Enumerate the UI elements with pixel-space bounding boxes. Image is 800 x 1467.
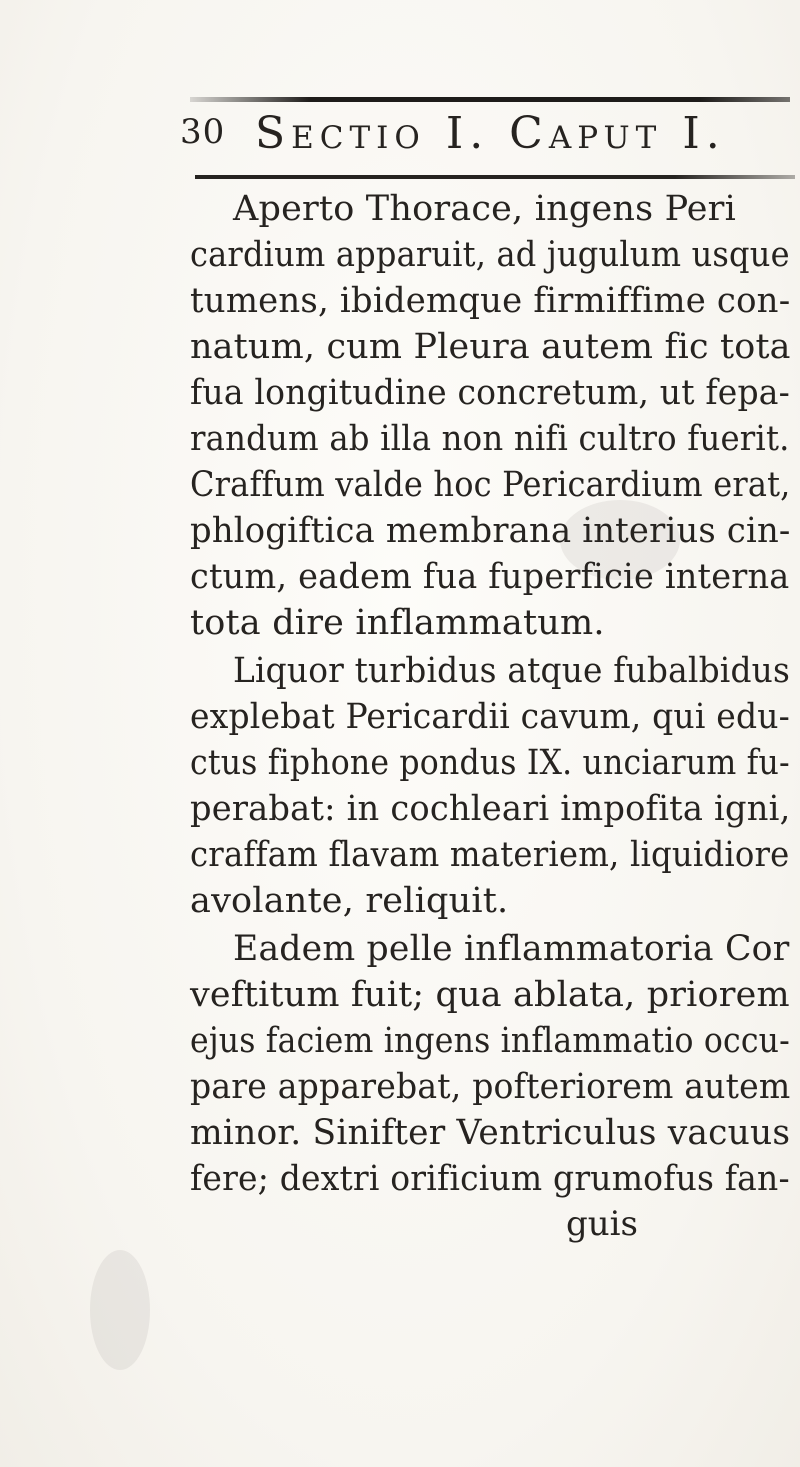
- text-line: ctus fiphone pondus IX. unciarum fu-: [190, 743, 790, 783]
- text-line: randum ab illa non nifi cultro fuerit.: [190, 419, 790, 459]
- catchword: guis: [566, 1204, 638, 1244]
- text-line: Eadem pelle inflammatoria Cor: [233, 929, 790, 969]
- text-line: pare apparebat, pofteriorem autem: [190, 1067, 791, 1107]
- header-rule: [195, 175, 795, 179]
- text-line: veftitum fuit; qua ablata, priorem: [190, 975, 790, 1015]
- text-line: natum, cum Pleura autem fic tota: [190, 327, 791, 367]
- text-line: Aperto Thorace, ingens Peri: [233, 189, 737, 229]
- text-line: phlogiftica membrana interius cin-: [190, 511, 791, 551]
- text-line: Craffum valde hoc Pericardium erat,: [190, 465, 791, 505]
- text-line: tumens, ibidemque firmiffime con-: [190, 281, 791, 321]
- text-line: craffam flavam materiem, liquidiore: [190, 835, 790, 875]
- running-head: Sectio I. Caput I.: [255, 108, 726, 159]
- top-border-rule: [190, 97, 790, 102]
- page-header: [0, 108, 800, 168]
- text-line: explebat Pericardii cavum, qui edu-: [190, 697, 790, 737]
- text-line: minor. Sinifter Ventriculus vacuus: [190, 1113, 791, 1153]
- text-line: fere; dextri orificium grumofus fan-: [190, 1159, 790, 1199]
- paper-stain: [90, 1250, 150, 1370]
- text-line: cardium apparuit, ad jugulum usque: [190, 235, 790, 275]
- text-line: perabat: in cochleari impofita igni,: [190, 789, 791, 829]
- text-line: ctum, eadem fua fuperficie interna: [190, 557, 790, 597]
- text-line: tota dire inflammatum.: [190, 603, 605, 643]
- text-line: Liquor turbidus atque fubalbidus: [233, 651, 791, 691]
- text-line: avolante, reliquit.: [190, 881, 509, 921]
- page-number: 30: [180, 112, 226, 152]
- text-line: ejus faciem ingens inflammatio occu-: [190, 1021, 790, 1061]
- text-line: fua longitudine concretum, ut fepa-: [190, 373, 791, 413]
